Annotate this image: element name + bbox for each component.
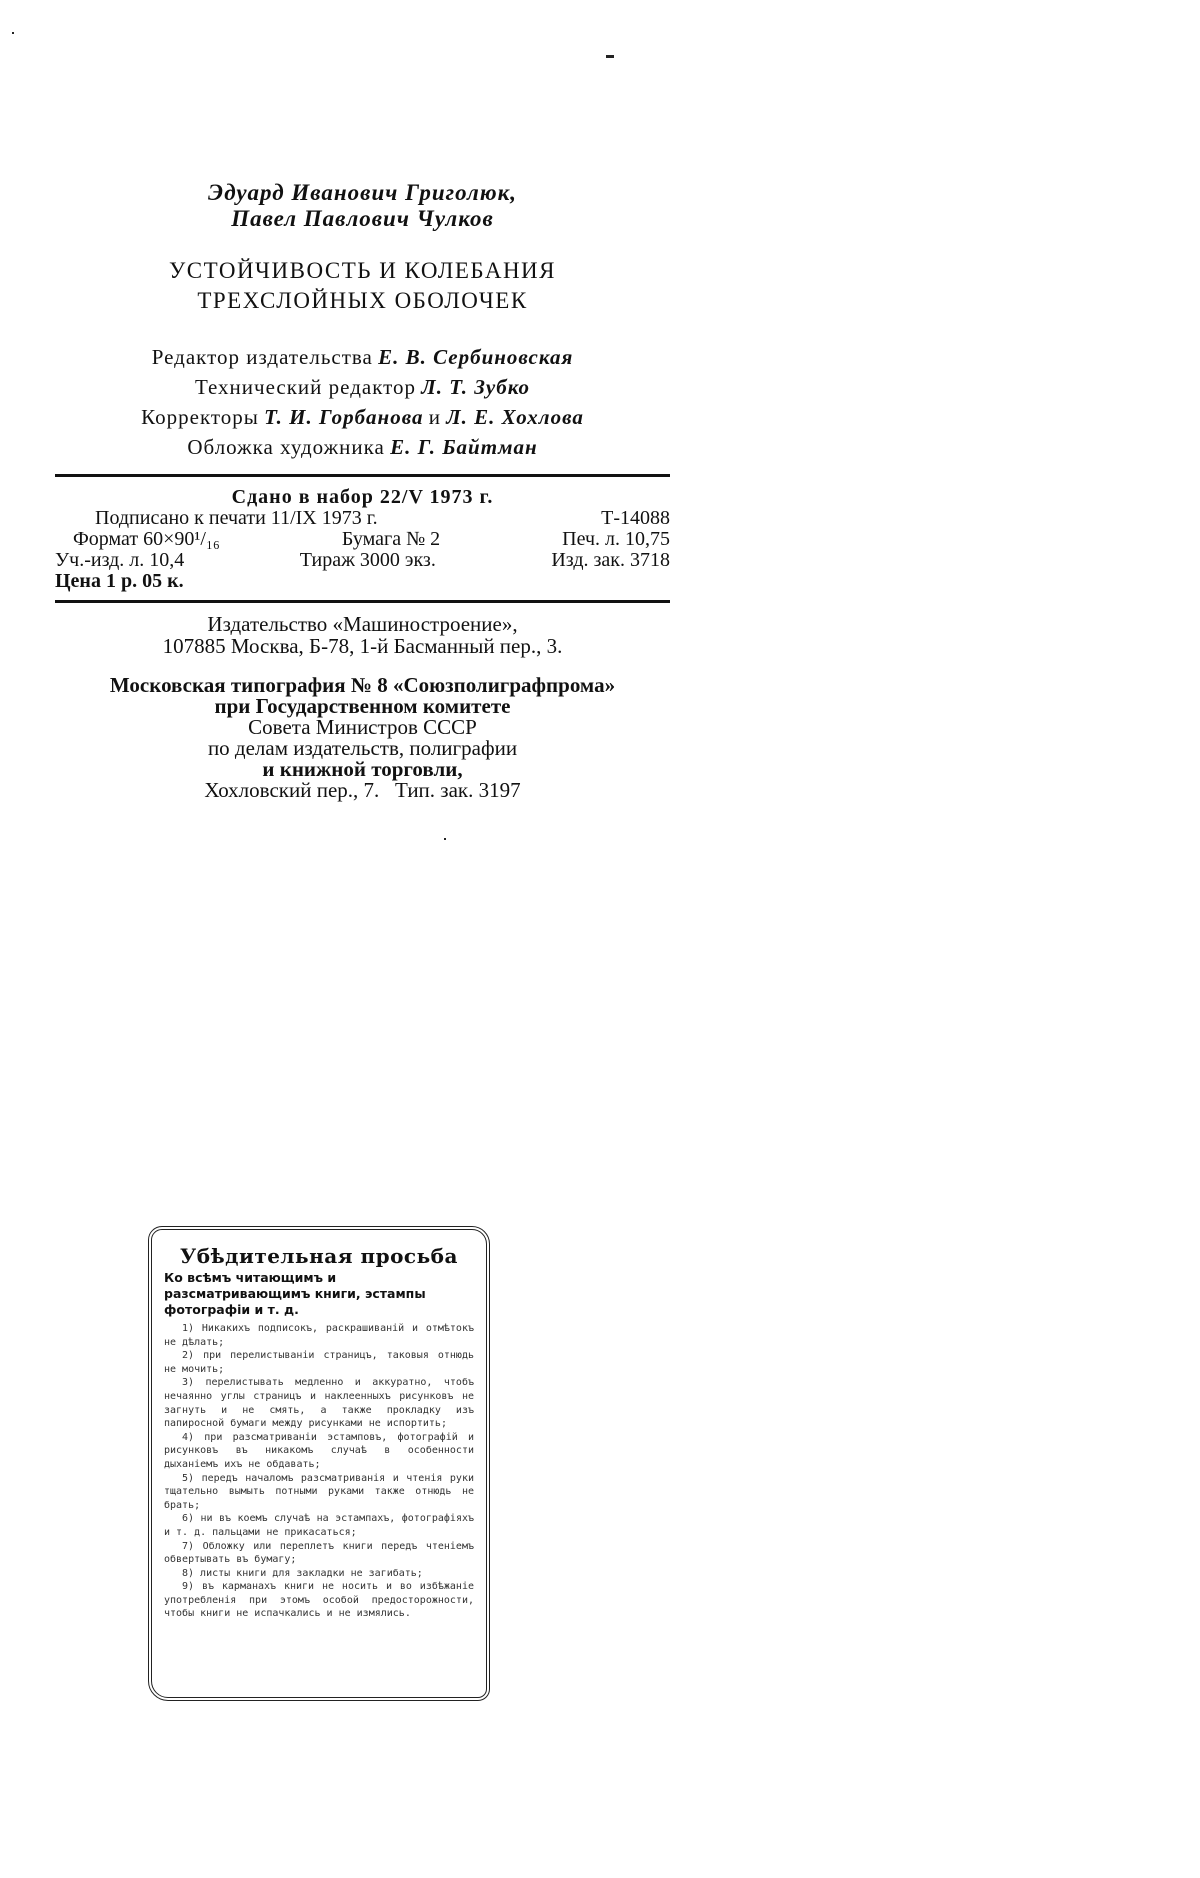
- colophon-block: [55, 180, 670, 801]
- book-title-line: ТРЕХСЛОЙНЫХ ОБОЛОЧЕК: [197, 288, 528, 313]
- printing-house-line: и книжной торговли,: [262, 757, 463, 781]
- notice-title: Убѣдительная просьба: [180, 1244, 458, 1268]
- correctors-role: Корректоры: [141, 405, 259, 429]
- authors: [55, 180, 670, 232]
- price: Цена 1 р. 05 к.: [55, 570, 184, 592]
- notice-item: 4) при разсматриваніи эстамповъ, фотографій и рисунковъ въ никакомъ случаѣ в особенности дыханіемъ ихъ не обдавать;: [164, 1431, 474, 1470]
- printing-house-line: Совета Министров СССР: [248, 715, 477, 739]
- printing-house-name: Московская типография № 8 «Союзполиграфпрома»: [109, 673, 616, 697]
- scan-speck: [606, 55, 614, 58]
- tech-editor-credit: [55, 372, 670, 402]
- publishing-sheets: Уч.-изд. л. 10,4: [55, 549, 185, 571]
- notice-items: [164, 1322, 474, 1621]
- signed-line: [55, 508, 670, 529]
- book-title: [55, 256, 670, 316]
- publisher-name: Издательство «Машиностроение»,: [207, 612, 518, 636]
- staff-credits: [55, 342, 670, 462]
- divider-rule: [55, 600, 670, 603]
- circulation: Тираж 3000 экз.: [299, 549, 436, 571]
- order-number: Изд. зак. 3718: [551, 549, 670, 571]
- author-line: Павел Павлович Чулков: [231, 206, 494, 231]
- corrector-name: Т. И. Горбанова: [264, 405, 424, 429]
- publisher-info: [55, 613, 670, 657]
- scan-speck: [444, 838, 446, 840]
- book-title-line: УСТОЙЧИВОСТЬ И КОЛЕБАНИЯ: [168, 258, 557, 283]
- notice-intro: Ко всѣмъ читающимъ и разсматривающимъ книги, эстампы фотографіи и т. д.: [164, 1270, 426, 1317]
- typeset-date: Сдано в набор 22/V 1973 г.: [231, 486, 494, 508]
- notice-item: 3) перелистывать медленно и аккуратно, чтобъ нечаянно углы страницъ и наклеенныхъ рисунковъ не загнуть и не смять, а также прокладку изъ папиросной бумаги между рисунками не испортить;: [164, 1377, 474, 1430]
- tech-editor-name: Л. Т. Зубко: [421, 375, 531, 399]
- notice-item: 2) при перелистываніи страницъ, таковыя отнюдь не мочить;: [164, 1350, 474, 1375]
- notice-item: 6) ни въ коемъ случаѣ на эстампахъ, фотографіяхъ и т. д. пальцами не прикасаться;: [164, 1513, 474, 1538]
- scan-speck: [12, 32, 14, 34]
- printing-house: [55, 675, 670, 801]
- cover-artist-role: Обложка художника: [187, 435, 385, 459]
- signed-date: Подписано к печати 11/IX 1973 г.: [95, 507, 378, 529]
- cover-artist-credit: [55, 432, 670, 462]
- editor-name: Е. В. Сербиновская: [378, 345, 574, 369]
- corrector-name: Л. Е. Хохлова: [446, 405, 584, 429]
- plan-number: Т-14088: [601, 507, 670, 529]
- print-sheets: Печ. л. 10,75: [562, 528, 670, 550]
- print-details: [55, 487, 670, 592]
- paper-type: Бумага № 2: [341, 528, 441, 550]
- circulation-line: [55, 550, 670, 571]
- notice-item: 9) въ карманахъ книги не носить и во избѣжаніе употребленія при этомъ особой предосторожности, чтобы книги не испачкались и не измялись.: [164, 1581, 474, 1620]
- notice-item: 5) передъ началомъ разсматриванія и чтенія руки тщательно вымыть потными руками также отнюдь не брать;: [164, 1472, 474, 1511]
- tech-editor-role: Технический редактор: [194, 375, 417, 399]
- publisher-address: 107885 Москва, Б-78, 1-й Басманный пер., 3.: [162, 634, 563, 658]
- library-notice-stamp: [148, 1226, 490, 1701]
- correctors-conjunction: и: [428, 405, 441, 429]
- format-line: [55, 529, 670, 550]
- editor-role: Редактор издательства: [151, 345, 373, 369]
- printing-house-line: по делам издательств, полиграфии: [207, 736, 518, 760]
- notice-item: 7) Обложку или переплетъ книги передъ чтеніемъ обвертывать въ бумагу;: [164, 1540, 474, 1566]
- printing-house-line: при Государственном комитете: [214, 694, 511, 718]
- notice-item: 1) Никакихъ подписокъ, раскрашиваній и отмѣтокъ не дѣлать;: [164, 1323, 474, 1348]
- paper-format: Формат 60×90¹/₁₆: [73, 528, 220, 550]
- editor-credit: [55, 342, 670, 372]
- cover-artist-name: Е. Г. Байтман: [390, 435, 538, 459]
- notice-item: 8) листы книги для закладки не загибать;: [182, 1567, 423, 1579]
- author-line: Эдуард Иванович Григолюк,: [207, 180, 518, 205]
- divider-rule: [55, 474, 670, 477]
- printing-house-address: Хохловский пер., 7. Тип. зак. 3197: [204, 778, 521, 802]
- correctors-credit: [55, 402, 670, 432]
